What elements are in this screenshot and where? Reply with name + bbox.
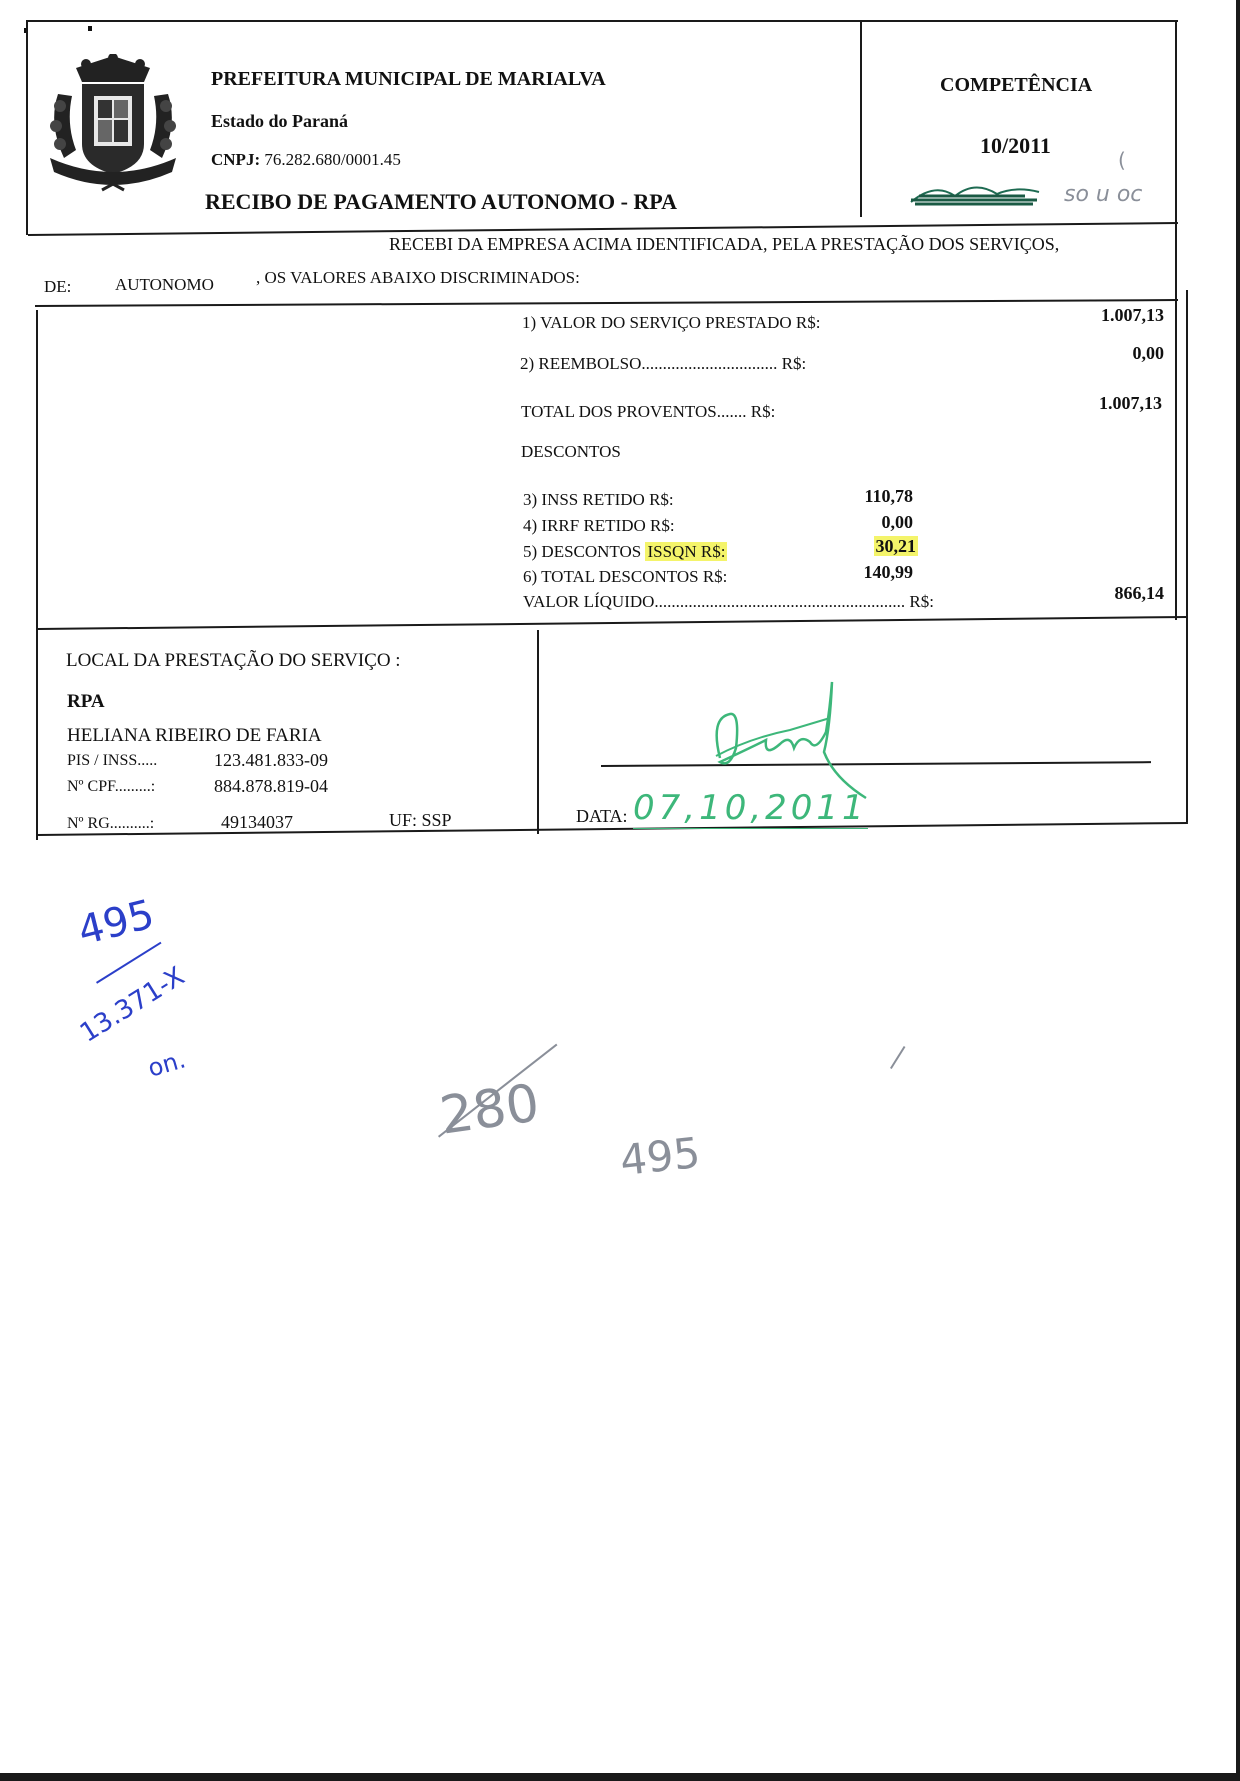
municipality-name: PREFEITURA MUNICIPAL DE MARIALVA <box>211 68 606 90</box>
local-divider <box>537 630 539 834</box>
competencia-value: 10/2011 <box>980 133 1051 158</box>
reembolso-label: 2) REEMBOLSO................................ R$: <box>520 354 807 373</box>
frame-left-lower <box>36 310 38 840</box>
cpf-value: 884.878.819-04 <box>214 776 328 796</box>
values-bottom-line <box>38 616 1188 630</box>
rpa-receipt-form <box>0 0 1240 850</box>
issqn-label-prefix: 5) DESCONTOS <box>523 542 642 561</box>
annotation-495-pencil: 495 <box>617 1127 703 1186</box>
inss-label: 3) INSS RETIDO R$: <box>523 490 674 509</box>
pencil-tick <box>890 1046 905 1069</box>
servico-label: 1) VALOR DO SERVIÇO PRESTADO R$: <box>522 313 821 332</box>
data-value: 07,10,2011 <box>633 788 868 828</box>
handwritten-note-competencia: so u oc <box>1064 182 1143 207</box>
annotation-495-blue: 495 <box>73 891 159 955</box>
annotation-280-pencil: 280 <box>436 1073 543 1147</box>
uf-label: UF: <box>389 810 418 830</box>
crossed-out-scribble <box>905 172 1045 212</box>
data-label: DATA: <box>576 806 628 826</box>
pencil-mark: ( <box>1118 148 1126 172</box>
cpf-label: Nº CPF.........: <box>67 778 156 795</box>
annotation-on: on. <box>144 1045 189 1083</box>
issqn-value-text: 30,21 <box>875 536 916 556</box>
pis-value: 123.481.833-09 <box>214 750 328 770</box>
state-name: Estado do Paraná <box>211 111 349 131</box>
local-label: LOCAL DA PRESTAÇÃO DO SERVIÇO : <box>66 650 401 671</box>
inss-value: 110,78 <box>864 486 913 506</box>
frame-right-line <box>1175 20 1177 620</box>
pis-label: PIS / INSS..... <box>67 752 158 769</box>
reembolso-value: 0,00 <box>1132 343 1164 363</box>
total-proventos-value: 1.007,13 <box>1099 393 1162 413</box>
frame-right-lower <box>1186 290 1188 822</box>
cnpj-line <box>211 150 401 170</box>
irrf-label: 4) IRRF RETIDO R$: <box>523 516 675 535</box>
issqn-value <box>848 536 918 557</box>
rg-value: 49134037 <box>221 812 293 832</box>
statement-line-2: , OS VALORES ABAIXO DISCRIMINADOS: <box>256 268 580 287</box>
frame-top-line <box>26 20 1178 22</box>
irrf-value: 0,00 <box>881 512 913 532</box>
competencia-label: COMPETÊNCIA <box>940 74 1093 96</box>
provider-name: HELIANA RIBEIRO DE FARIA <box>67 725 322 746</box>
competencia-divider <box>860 22 862 217</box>
cnpj-label: CNPJ: <box>211 150 261 169</box>
issqn-label <box>523 542 727 562</box>
liquido-value: 866,14 <box>1114 583 1164 603</box>
servico-value: 1.007,13 <box>1101 305 1164 325</box>
issqn-highlight: ISSQN R$: <box>647 542 726 561</box>
annotation-code: 13.371-X <box>74 961 190 1049</box>
cnpj-value: 76.282.680/0001.45 <box>264 150 401 169</box>
total-descontos-label: 6) TOTAL DESCONTOS R$: <box>523 567 728 586</box>
de-label: DE: <box>44 277 72 296</box>
rg-label: Nº RG..........: <box>67 815 155 832</box>
total-descontos-value: 140,99 <box>863 562 913 582</box>
uf-value: SSP <box>421 810 452 830</box>
frame-left-top <box>26 20 28 235</box>
de-value: AUTONOMO <box>115 275 214 294</box>
local-type: RPA <box>67 691 105 712</box>
statement-bottom-line <box>35 299 1178 307</box>
scan-bottom-edge <box>0 1773 1240 1781</box>
municipal-crest-logo <box>46 54 180 192</box>
document-title: RECIBO DE PAGAMENTO AUTONOMO - RPA <box>205 189 678 214</box>
total-proventos-label: TOTAL DOS PROVENTOS....... R$: <box>521 402 776 421</box>
descontos-label: DESCONTOS <box>521 442 621 461</box>
uf-field <box>389 810 452 831</box>
liquido-label: VALOR LÍQUIDO........................................................... R$: <box>523 592 934 611</box>
statement-line-1: RECEBI DA EMPRESA ACIMA IDENTIFICADA, PELA PRESTAÇÃO DOS SERVIÇOS, <box>389 234 1060 254</box>
